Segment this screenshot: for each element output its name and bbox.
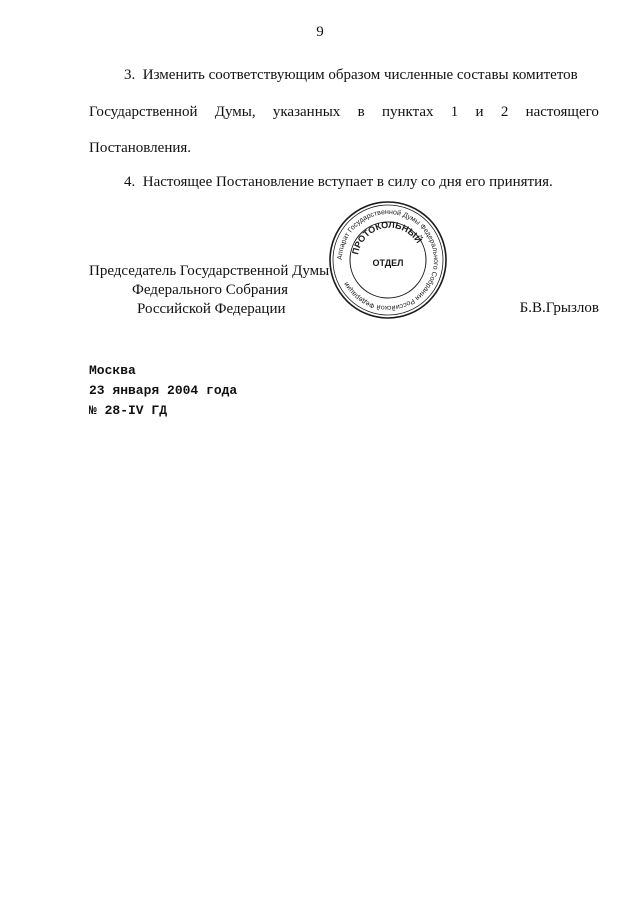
paragraph-3-text: Изменить соответствующим образом численные составы комитетов (142, 67, 578, 83)
paragraph-4-text: Настоящее Постановление вступает в силу со дня его принятия. (142, 174, 553, 190)
signature-title-line-2: Федерального Собрания (132, 282, 289, 298)
stamp-center-top: ПРОТОКОЛЬНЫЙ (350, 219, 424, 256)
signature-block (89, 262, 329, 319)
word: и (475, 104, 484, 120)
page-number: 9 (316, 24, 324, 40)
signatory-name: Б.В.Грызлов (519, 300, 599, 316)
paragraph-3-line-3: Постановления. (89, 140, 192, 156)
signature-title-line-1: Председатель Государственной Думы (89, 263, 330, 279)
paragraph-4 (89, 173, 634, 192)
round-stamp (328, 200, 448, 320)
paragraph-3-line-1 (89, 66, 634, 85)
word: Думы, (214, 104, 256, 120)
document-number: № 28-IV ГД (89, 403, 168, 418)
paragraph-4-number: 4. (124, 174, 136, 190)
word: пунктах (381, 104, 434, 120)
signature-title-line-3: Российской Федерации (137, 301, 286, 317)
paragraph-3-line-2 (89, 103, 599, 122)
stamp-center-bottom: ОТДЕЛ (372, 258, 404, 268)
date: 23 января 2004 года (89, 383, 238, 398)
paragraph-3-number: 3. (124, 67, 136, 83)
city: Москва (89, 363, 136, 378)
word: 1 (450, 104, 459, 120)
word: 2 (500, 104, 509, 120)
word: в (357, 104, 365, 120)
word: настоящего (525, 104, 599, 120)
word: Государственной (89, 104, 198, 120)
document-metadata (89, 361, 237, 421)
word: указанных (272, 104, 341, 120)
stamp-outer-text: Аппарат Государственной Думы Федерального Собрания Российской Федерации (336, 208, 440, 312)
